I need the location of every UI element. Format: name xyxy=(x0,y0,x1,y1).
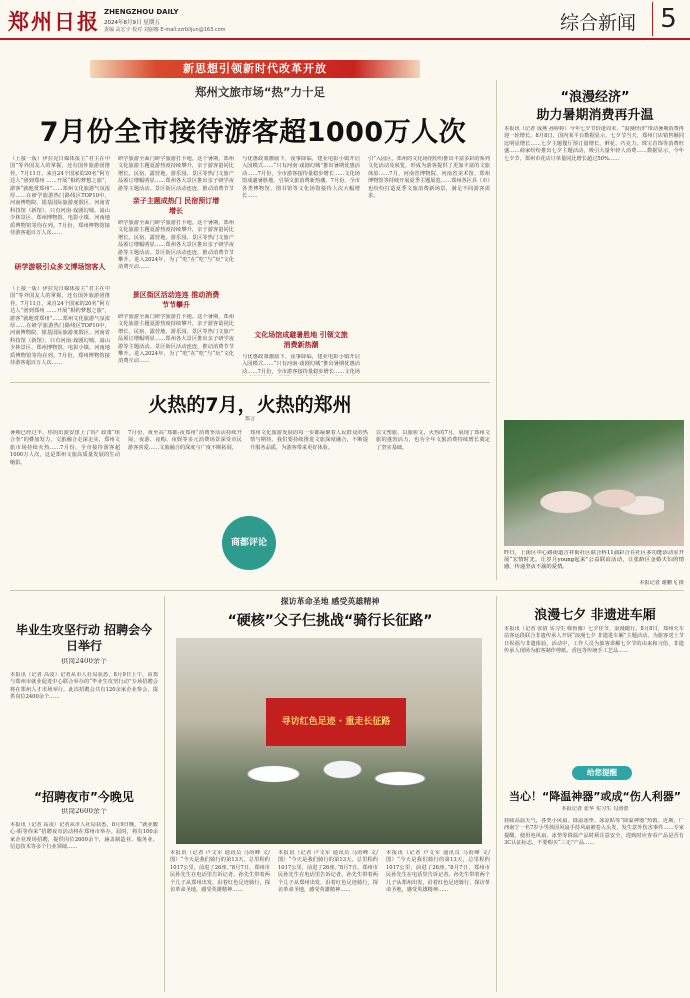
night-market-title: “招聘夜市”今晚见 xyxy=(34,790,134,804)
lead-subhead-1: 研学游吸引众多文博场馆客人 xyxy=(14,263,106,271)
newspaper-logo-en: ZHENGZHOU DAILY xyxy=(104,8,179,16)
cycling-title: “硬核”父子仨挑战“骑行长征路” xyxy=(227,613,433,629)
bottom-divider-1 xyxy=(164,596,165,992)
cycling-kicker: 探访革命圣地 感受英雄精神 xyxy=(280,597,380,606)
qixi-photo xyxy=(504,420,684,546)
page-number-text: 5 xyxy=(660,4,677,34)
lead-col-2c: 研学旅游全面门研学旅游打卡地。这个暑期，郑州文化旅游主题夏游热度持续攀升，亲子游客量同比增长。民宿、露营地、游乐园、景区等热门文旅产品预订增幅明显……郑州各大景区推出亲子研学夜游等主题活动。景区街区活动连连，推动消费节节攀升。进入2024年，为了“吃”在“吃”与“玩”文化消费互动…… xyxy=(118,314,234,365)
section-title: 综合新闻 xyxy=(560,12,637,34)
theme-banner xyxy=(90,60,420,78)
commentary-author: 郑言 xyxy=(244,416,256,422)
qixi-photo-caption: 昨日，上街区中心路街道吉祥街社区联合科11浦彩合在社区多功能活动室开展“宏情时光，让岁月young起来”公益联谊活动，让张龄区金婚夫妇的情感，传递坚贞不渝的爱情。 xyxy=(504,550,684,571)
jobfair-body: 本报讯（记者 高凌）记者从市人社局获悉，8月9日上午，由郑与郑州市就业促进中心联合举办的“毕业生攻坚行动”专场招聘会将在郑州人才市场举行。此次招聘会共有120余家企业参会，提供岗位2400余个…… xyxy=(10,672,158,701)
lead-subhead-3: 景区街区活动连连 推动消费节节攀升 xyxy=(132,291,220,309)
masthead xyxy=(0,0,690,58)
qixi-photo-figures xyxy=(524,460,664,530)
cycling-body-1: 本报讯（记者 卢文军 通讯员 马莳峰 文/图）“今天是我们骑行的第13天，总里程约1017公里，前进了26座。”8月7日，郑州市民孙先生在电话里告诉记者。孙先生带着两个儿子从郑州出发，沿着红色足迹骑行，探访革命圣地，感受英雄精神…… xyxy=(170,850,270,894)
masthead-rule xyxy=(0,38,690,40)
lead-headline: 7月份全市接待游客超1000万人次 xyxy=(39,117,467,148)
theme-banner-text: 新思想引领新时代改革开放 xyxy=(183,62,327,75)
jobfair-title: 毕业生攻坚行动 招聘会今日举行 xyxy=(15,623,153,653)
commentary-badge xyxy=(222,516,276,570)
jobfair-sub: 供岗2400余个 xyxy=(61,658,107,665)
lead-kicker: 郑州文旅市场“热”力十足 xyxy=(194,85,326,99)
lead-col-4: 引”入园区，郑州的文化场馆纷纷推出丰富多彩的系列文化活动及展览，形成为游客提供了更加丰富的文旅体验……7月，河南省博物院、河南省美术馆、郑州博物馆等持续开展夏季主题展览……郑州各区县（市）也纷纷打造夏季文旅消费新场景，满足不同游客需求。 xyxy=(368,156,490,200)
commentary-badge-text: 商都评论 xyxy=(230,538,267,548)
cycling-photo xyxy=(176,638,482,844)
right-story1-title-bottom: 助力暑期消费再升温 xyxy=(536,108,654,123)
commentary-col-3: 郑州文化旅游发展的每一步都凝聚着人民群众的热情与期待。我们要持续推进文旅深度融合，不断提升服务品质，为游客带来更好体验。 xyxy=(250,430,368,451)
cycling-body-2: 本报讯（记者 卢文军 通讯员 马莳峰 文/图）“今天是我们骑行的第13天，总里程约1017公里，前进了26座。”8月7日，郑州市民孙先生在电话里告诉记者。孙先生带着两个儿子从郑州出发，沿着红色足迹骑行，探访革命圣地，感受英雄精神…… xyxy=(278,850,378,894)
editor-line: 责编 高宏宇 校对 刘丽娜 E-mail:zzrblijun@163.com xyxy=(104,27,226,33)
commentary-col-4: 以文塑旅、以旅彰文，火热的7月，展现了郑州文旅的蓬勃活力，也为全年文旅消费持续增长奠定了坚实基础。 xyxy=(376,430,490,451)
column-divider xyxy=(496,80,497,580)
right-story2-body: 本报讯（记者 张倩 实习生 韩鲁豫）七夕佳节，浪漫随行。8月8日，郑州火车站客运段联合非遗传承人开展“浪漫七夕 非遗进车厢”主题活动，为旅客送上节日祝福与非遗体验。活动中，工作人员为旅客讲解七夕节的由来和习俗，非遗传承人现场为旅客制作剪纸、香包等传统手工艺品…… xyxy=(504,626,684,655)
night-market-sub: 供岗2600余个 xyxy=(61,808,107,815)
bottom-rule xyxy=(10,590,684,591)
right-story1-title-top: “浪漫经济” xyxy=(560,90,630,105)
cycling-photo-figures xyxy=(216,738,446,828)
lead-col-3: 与优惠政策激励下，夜事降临，建业电影小镇开启入园模式……“只有河南·戏剧幻城”推出暑期优惠活动……7月份，全市游客接待量稳步增长……文化场馆成避暑胜地，引领文旅消费新热潮。7月份，全市各类博物馆、图书馆等文化场馆接待人次大幅增长…… xyxy=(242,156,360,200)
commentary-title: 火热的7月，火热的郑州 xyxy=(148,394,352,416)
warning-label-text: 给您提醒 xyxy=(587,768,617,777)
commentary-top-rule xyxy=(10,382,490,383)
lead-col-1: （上接一版）伊拉克日媒体报主“君主在中国”等外国友人的掌握，还有国外旅游团推荐。7月11日，来自24个国家的20名“阿方达人”团到郑州 ……开展“相约梦想之旅”，游客“就地赏郑州”……郑州文化旅游气氛浓厚……在研学旅游热门路线区TOP10中，河南博物院、银基国际旅游度假区、河南省科技馆（新馆）、只有河南·戏剧幻城、嵩山少林景区、郑州博物馆、电影小镇、河南地质博物馆等均在列。7月份，郑州博物馆接待游客超百万人次…… xyxy=(10,156,110,237)
lead-col-1b: （上接一版）伊拉克日媒体报主“君主在中国”等外国友人的掌握，还有国外旅游团推荐。7月11日，来自24个国家的20名“阿方达人”团到郑州 ……开展“相约梦想之旅”，游客“就地赏郑州”……郑州文化旅游气氛浓厚……在研学旅游热门路线区TOP10中，河南博物院、银基国际旅游度假区、河南省科技馆（新馆）、只有河南·戏剧幻城、嵩山少林景区、郑州博物馆、电影小镇、河南地质博物馆等均在列。7月份，郑州博物馆接待游客超百万人次…… xyxy=(10,286,110,367)
night-market-body: 本报讯（记者 高凌）记者从市人社局获悉，8月9日晚，“就业暖心·职等你来”招聘夜市活动将在郑州市举办。届时，将有100余家企业现场招聘，提供岗位2600余个，涵盖制造业、服务业、信息技术等多个行业领域…… xyxy=(10,822,158,851)
lead-col-2: 研学旅游全面门研学旅游打卡地。这个暑期，郑州文化旅游主题夏游热度持续攀升，亲子游客量同比增长。民宿、露营地、游乐园、景区等热门文旅产品预订增幅明显……郑州各大景区推出亲子研学夜游等主题活动。景区街区活动连连，推动消费节节 xyxy=(118,156,234,192)
cycling-body-3: 本报讯（记者 卢文军 通讯员 马莳峰 文/图）“今天是我们骑行的第13天，总里程约1017公里，前进了26座。”8月7日，郑州市民孙先生在电话里告诉记者。孙先生带着两个儿子从郑州出发，沿着红色足迹骑行，探访革命圣地，感受英雄精神…… xyxy=(386,850,490,894)
page-number xyxy=(652,2,684,36)
newspaper-logo: 郑州日报 xyxy=(8,9,100,34)
warning-label xyxy=(572,766,632,780)
lead-subhead-4: 文化场馆成避暑胜地 引领文旅消费新热潮 xyxy=(254,331,348,349)
warning-title: 当心！“降温神器”或成“伤人利器” xyxy=(509,790,681,803)
right-story2-title: 浪漫七夕 非遗进车厢 xyxy=(534,608,656,623)
lead-subhead-2: 亲子主题成热门 民宿预订增增长 xyxy=(132,197,220,215)
warning-byline: 本报记者 张华 实习生 勾涛蕾 xyxy=(561,806,629,812)
warning-body: 持续高温天气，各类小风扇、降温冰垫、冰凉贴等“降温神器”热销。近期，广西南宁一名7岁小男孩因风扇手持风扇被卷入头发，发生意外伤害事件……专家提醒，使用电风扇、冰垫等降温产品时须注意安全，选购时应查看产品是否有3C认证标志，不要购买“三无”产品…… xyxy=(504,818,684,847)
date-line: 2024年8月9日 星期五 xyxy=(104,20,160,26)
qixi-photo-credit: 本报记者 谢鹏飞 摄 xyxy=(639,580,684,586)
commentary-col-1: 暑期已经过半，你的出游安排上了吗？政策“组合拳”的叠加发力，文旅融合走深走实，郑州文旅市场持续火热……7月份，全市接待游客超1000万人次，这是郑州文旅高质量发展的生动缩影。 xyxy=(10,430,120,466)
lead-col-3b: 与优惠政策激励下，夜事降临，建业电影小镇开启入园模式……“只有河南·戏剧幻城”推出暑期优惠活动……7月份，全市游客接待量稳步增长……文化场 xyxy=(242,354,360,375)
bottom-divider-2 xyxy=(496,596,497,992)
right-story1-body: 本报讯（记者 成燕 孙婷婷）今年七夕节恰逢周末，“浪漫经济”带动暑期消费再迎一轮增长。8月8日，国内某平台数据显示，七夕节当天，郑州门店销售额同比明显增长……七夕主题餐厅预订量增长，鲜花、巧克力、珠宝首饰等消费旺盛……商家纷纷推出七夕主题活动，吸引大量年轻人消费……数据显示，今年七夕节，郑州市花店订单量同比增长超过50%…… xyxy=(504,126,684,162)
lead-col-2b: 研学旅游全面门研学旅游打卡地。这个暑期，郑州文化旅游主题夏游热度持续攀升，亲子游客量同比增长。民宿、露营地、游乐园、景区等热门文旅产品预订增幅明显……郑州各大景区推出亲子研学夜游等主题活动。景区街区活动连连，推动消费节节攀升。进入2024年，为了“吃”在“吃”与“玩”文化消费互动…… xyxy=(118,220,234,271)
commentary-col-2: 7月份，黄至高“郑都·夜郑州”消费季活动持续开展，夜游、夜购、夜娱等多元消费场景深受市民游客喜爱……文旅融合的深度与广度不断拓展。 xyxy=(128,430,242,451)
cycling-photo-banner-text: 寻访红色足迹 · 重走长征路 xyxy=(281,717,391,727)
